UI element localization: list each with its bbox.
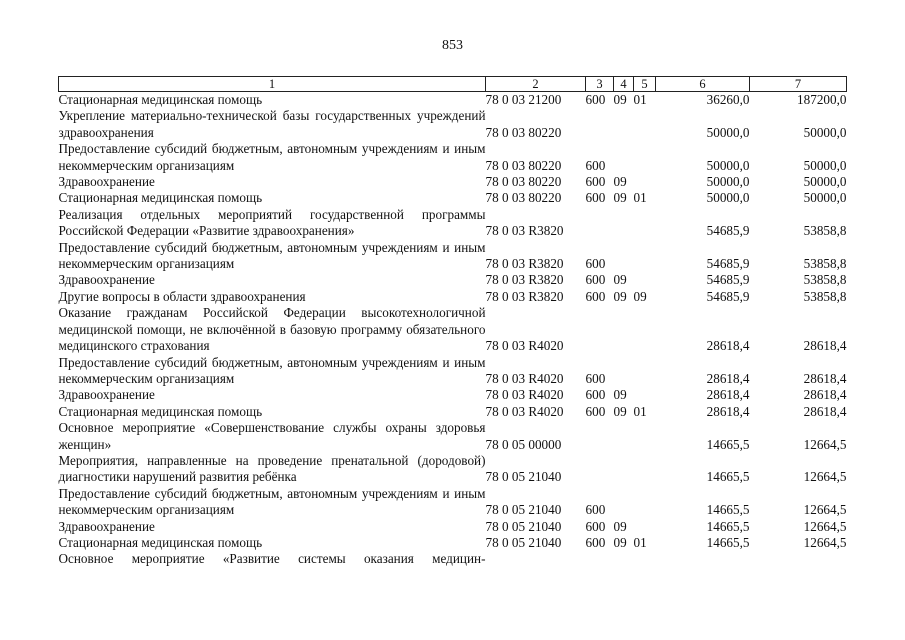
row-rz: 09 [613,534,627,550]
table-row [59,174,847,190]
row-amount-2: 53858,8 [803,288,847,304]
row-name: Основное мероприятие «Развитие системы оказания медицин- [58,551,486,567]
table-row [59,272,847,288]
row-amount-2: 12664,5 [803,518,847,534]
row-name: Здравоохранение [58,518,155,534]
row-rz: 09 [613,190,627,206]
row-code: 78 0 03 80220 [485,124,562,140]
table-row [59,240,847,273]
row-vr [586,207,614,240]
row-code: 78 0 03 80220 [485,174,562,190]
row-name: Предоставление субсидий бюджетным, автономным учреждениям и иным некоммерческим организациям [58,141,486,173]
table-row [59,141,847,174]
page-number: 853 [442,38,463,53]
row-rz: 09 [613,272,627,288]
row-amount-2: 50000,0 [803,124,847,140]
row-vr: 600 [585,518,606,534]
table-header-row [59,77,847,92]
row-vr [586,551,614,567]
row-amount-2: 50000,0 [803,157,847,173]
row-pr [634,420,656,453]
row-name: Реализация отдельных мероприятий государственной программы Российской Федерации «Развитие здравоохранения» [58,206,486,239]
row-pr [634,551,656,567]
row-vr: 600 [585,387,606,403]
row-pr [634,486,656,519]
row-amount-2: 28618,4 [803,403,847,419]
row-amount-1: 28618,4 [706,338,750,354]
row-amount-1: 14665,5 [706,469,750,485]
table-row [59,190,847,206]
row-name: Другие вопросы в области здравоохранения [58,288,306,304]
row-amount-1: 36260,0 [706,92,750,107]
row-pr [634,355,656,388]
row-code: 78 0 05 21040 [485,469,562,485]
row-code: 78 0 03 R4020 [485,403,564,419]
table-row [59,355,847,388]
row-rz [614,141,634,174]
row-rz [614,420,634,453]
row-amount-2: 28618,4 [803,387,847,403]
row-code: 78 0 05 21040 [485,534,562,550]
table-row [59,108,847,141]
row-rz [614,240,634,273]
row-amount-1: 28618,4 [706,387,750,403]
row-name: Укрепление материально-технической базы государственных учреждений здравоохранения [58,108,486,140]
row-pr: 01 [633,92,647,107]
row-pr [634,272,656,288]
row-amount-1: 50000,0 [706,124,750,140]
table-row [59,420,847,453]
header-col-4: 4 [614,77,634,92]
row-pr [634,387,656,403]
table-row [59,92,847,109]
row-amount-1: 50000,0 [706,157,750,173]
row-code: 78 0 03 R3820 [485,272,564,288]
row-amount-2: 187200,0 [797,92,847,107]
row-vr: 600 [585,174,606,190]
row-name: Стационарная медицинская помощь [58,92,263,107]
row-vr: 600 [585,256,606,272]
row-vr [586,420,614,453]
row-vr: 600 [585,92,606,107]
row-amount-2: 12664,5 [803,436,847,452]
row-code: 78 0 03 R4020 [485,370,564,386]
row-name: Основное мероприятие «Совершенствование службы охраны здоровья женщин» [58,420,486,452]
row-rz [614,551,634,567]
row-name: Предоставление субсидий бюджетным, автономным учреждениям и иным некоммерческим организациям [58,485,486,518]
table-row [59,289,847,305]
header-col-1: 1 [59,77,486,92]
table-row [59,305,847,354]
row-rz [614,207,634,240]
row-code: 78 0 03 21200 [485,92,562,107]
row-name: Стационарная медицинская помощь [58,534,263,550]
row-rz: 09 [613,403,627,419]
row-pr [634,240,656,273]
row-amount-1: 14665,5 [706,534,750,550]
row-vr: 600 [585,370,606,386]
row-amount-1: 14665,5 [706,502,750,518]
row-vr: 600 [585,403,606,419]
row-amount-2 [750,551,847,567]
row-amount-2: 53858,8 [803,223,847,239]
row-pr [634,207,656,240]
row-pr [634,174,656,190]
header-col-5: 5 [634,77,656,92]
table-row [59,387,847,403]
row-amount-1: 54685,9 [706,223,750,239]
row-amount-2: 12664,5 [803,469,847,485]
row-code: 78 0 03 R3820 [485,256,564,272]
row-vr [586,108,614,141]
row-rz: 09 [613,288,627,304]
table-row [59,551,847,567]
row-amount-1: 28618,4 [706,370,750,386]
row-vr: 600 [585,534,606,550]
row-code [486,551,586,567]
row-amount-1 [656,551,750,567]
row-name: Здравоохранение [58,174,155,190]
row-rz [614,486,634,519]
row-code: 78 0 03 R3820 [485,288,564,304]
budget-table [58,76,847,568]
table-row [59,207,847,240]
row-name: Здравоохранение [58,272,155,288]
table-row [59,404,847,420]
row-name: Предоставление субсидий бюджетным, автономным учреждениям и иным некоммерческим организациям [58,239,486,272]
row-vr [586,305,614,354]
row-code: 78 0 03 80220 [485,157,562,173]
row-amount-1: 54685,9 [706,256,750,272]
row-pr [634,519,656,535]
row-rz [614,108,634,141]
row-rz: 09 [613,92,627,107]
row-name: Здравоохранение [58,387,155,403]
row-code: 78 0 03 R3820 [485,223,564,239]
row-amount-1: 50000,0 [706,190,750,206]
header-col-3: 3 [586,77,614,92]
header-col-7: 7 [750,77,847,92]
row-amount-1: 50000,0 [706,174,750,190]
row-amount-1: 14665,5 [706,436,750,452]
header-col-2: 2 [486,77,586,92]
row-amount-1: 14665,5 [706,518,750,534]
row-amount-1: 54685,9 [706,272,750,288]
row-rz [614,305,634,354]
row-vr: 600 [585,288,606,304]
row-amount-2: 53858,8 [803,256,847,272]
row-name: Стационарная медицинская помощь [58,190,263,206]
row-vr [586,453,614,486]
row-name: Предоставление субсидий бюджетным, автономным учреждениям и иным некоммерческим организациям [58,354,486,386]
row-vr: 600 [585,272,606,288]
row-pr [634,108,656,141]
row-pr [634,453,656,486]
row-code: 78 0 05 00000 [485,436,562,452]
row-amount-1: 54685,9 [706,288,750,304]
row-rz: 09 [613,518,627,534]
row-rz: 09 [613,387,627,403]
row-vr: 600 [585,190,606,206]
table-row [59,486,847,519]
row-vr: 600 [585,502,606,518]
row-code: 78 0 03 R4020 [485,338,564,354]
table-row [59,519,847,535]
row-amount-2: 12664,5 [803,502,847,518]
row-pr: 01 [633,534,647,550]
row-amount-1: 28618,4 [706,403,750,419]
row-name: Мероприятия, направленные на проведение пренатальной (дородовой) диагностики нарушений развития ребёнка [58,452,486,485]
row-code: 78 0 03 R4020 [485,387,564,403]
row-pr: 01 [633,190,647,206]
row-amount-2: 50000,0 [803,190,847,206]
row-name: Оказание гражданам Российской Федерации высокотехнологичной медицинской помощи, не включённой в базовую программу обязательного медицинского страхования [58,305,486,354]
row-amount-2: 50000,0 [803,174,847,190]
row-amount-2: 12664,5 [803,534,847,550]
row-rz: 09 [613,174,627,190]
row-amount-2: 28618,4 [803,370,847,386]
row-pr [634,305,656,354]
row-pr: 09 [633,288,647,304]
row-name: Стационарная медицинская помощь [58,403,263,419]
row-code: 78 0 03 80220 [485,190,562,206]
table-row [59,453,847,486]
row-amount-2: 53858,8 [803,272,847,288]
row-code: 78 0 05 21040 [485,518,562,534]
row-code: 78 0 05 21040 [485,502,562,518]
table-row [59,535,847,551]
row-vr: 600 [585,157,606,173]
row-rz [614,355,634,388]
row-pr: 01 [633,403,647,419]
row-pr [634,141,656,174]
row-amount-2: 28618,4 [803,338,847,354]
header-col-6: 6 [656,77,750,92]
row-rz [614,453,634,486]
